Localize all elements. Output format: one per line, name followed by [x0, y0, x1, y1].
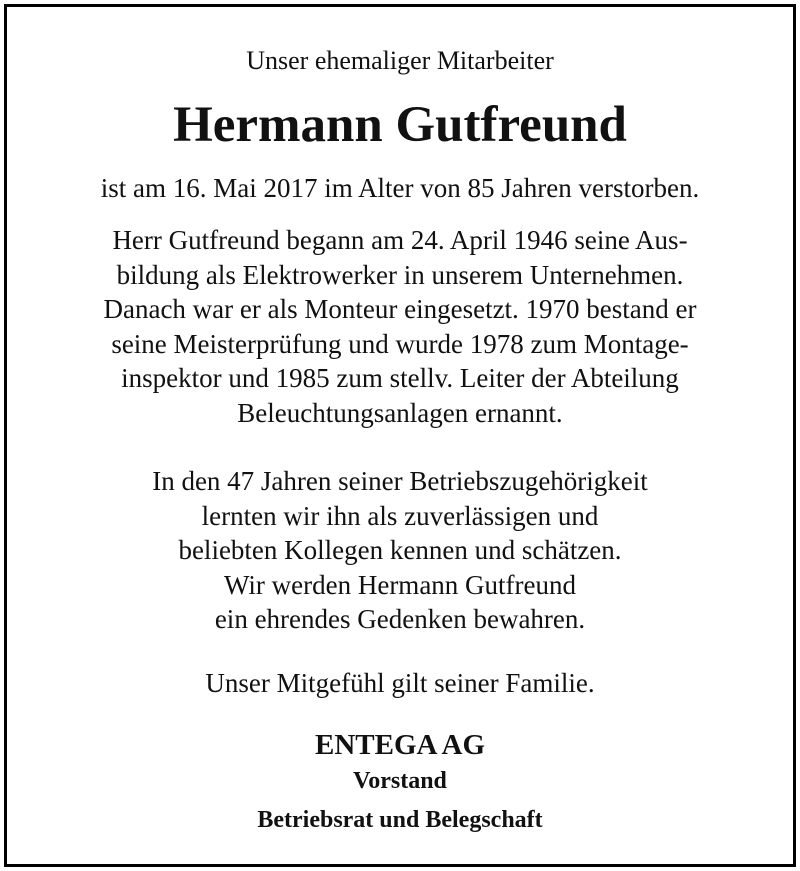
obituary-notice [4, 4, 796, 867]
biography-line: inspektor und 1985 zum stellv. Leiter der Abteilung [121, 363, 679, 394]
biography-line: Beleuchtungsanlagen ernannt. [237, 397, 563, 428]
signature-board: Vorstand [353, 768, 447, 794]
intro-text: Unser ehemaliger Mitarbeiter [246, 46, 554, 75]
signature-company: ENTEGA AG [314, 729, 486, 761]
biography-line: seine Meisterprüfung und wurde 1978 zum Montage- [111, 328, 689, 359]
signature-council: Betriebsrat und Belegschaft [257, 807, 543, 833]
biography-line: Danach war er als Monteur eingesetzt. 1970 bestand er [103, 294, 697, 325]
biography-line: bildung als Elektrowerker in unserem Unternehmen. [116, 259, 684, 290]
biography-line: Herr Gutfreund begann am 24. April 1946 seine Aus- [112, 225, 688, 255]
tribute-line: Wir werden Hermann Gutfreund [223, 569, 577, 600]
tribute-paragraph [7, 464, 793, 637]
tribute-line: lernten wir ihn als zuverlässigen und [201, 500, 599, 531]
death-date-line: ist am 16. Mai 2017 im Alter von 85 Jahren verstorben. [100, 173, 700, 203]
biography-paragraph [7, 223, 793, 431]
tribute-line: ein ehrendes Gedenken bewahren. [214, 604, 586, 635]
tribute-line: In den 47 Jahren seiner Betriebszugehörigkeit [152, 466, 648, 496]
tribute-line: beliebten Kollegen kennen und schätzen. [178, 535, 622, 566]
deceased-name: Hermann Gutfreund [173, 97, 627, 153]
condolence-line: Unser Mitgefühl gilt seiner Familie. [205, 668, 595, 698]
